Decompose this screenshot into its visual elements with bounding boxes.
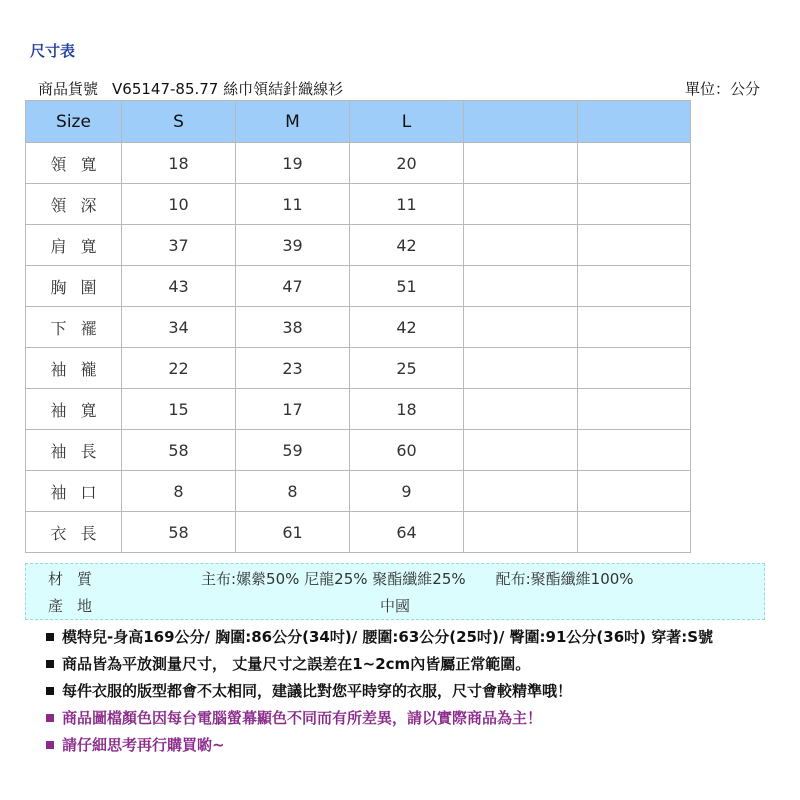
list-item [46,624,786,651]
measurement-value: 64 [350,512,464,553]
list-item [46,678,786,705]
measurement-value [464,430,578,471]
measurement-value: 22 [122,348,236,389]
origin-label: 產地 [48,597,107,615]
material-label: 材質 [48,570,107,588]
list-item [46,651,786,678]
origin-row [26,593,764,619]
note-text: 請仔細思考再行購買喲~ [62,736,225,754]
measurement-value: 39 [236,225,350,266]
measurement-value [578,430,691,471]
measurement-value: 34 [122,307,236,348]
measurement-value [578,184,691,225]
measurement-value [464,225,578,266]
size-table [25,100,691,553]
measurement-value [578,348,691,389]
measurement-value [578,471,691,512]
size-header-cell [464,101,578,143]
measurement-label: 袖襱 [26,348,122,389]
measurement-value [578,266,691,307]
measurement-value [464,471,578,512]
measurement-value: 19 [236,143,350,184]
material-row [26,566,764,592]
measurement-value [578,389,691,430]
size-header-cell: M [236,101,350,143]
measurement-label: 袖寬 [26,389,122,430]
measurement-value: 38 [236,307,350,348]
measurement-value: 25 [350,348,464,389]
measurement-value: 15 [122,389,236,430]
measurement-value: 8 [236,471,350,512]
measurement-value [464,184,578,225]
size-header-cell: S [122,101,236,143]
note-text: 商品皆為平放測量尺寸， 丈量尺寸之誤差在1~2cm內皆屬正常範圍。 [62,655,531,673]
measurement-label: 領寬 [26,143,122,184]
notes-list [46,624,786,759]
measurement-value [464,389,578,430]
measurement-value: 8 [122,471,236,512]
product-code: V65147-85.77 絲巾領結針織線衫 [112,80,344,98]
measurement-value [464,266,578,307]
measurement-value: 42 [350,225,464,266]
table-row [26,430,691,471]
measurement-value: 61 [236,512,350,553]
measurement-value [578,143,691,184]
square-bullet-icon [46,633,54,641]
origin-value: 中國 [379,597,410,615]
measurement-value [464,348,578,389]
square-bullet-icon [46,714,54,722]
table-row [26,266,691,307]
table-row [26,348,691,389]
table-row [26,512,691,553]
measurement-value [464,143,578,184]
product-code-label: 商品貨號 [38,80,99,98]
measurement-value: 23 [236,348,350,389]
measurement-value: 18 [350,389,464,430]
measurement-value: 17 [236,389,350,430]
measurement-value: 60 [350,430,464,471]
measurement-value: 37 [122,225,236,266]
measurement-label: 肩寬 [26,225,122,266]
table-row [26,307,691,348]
size-header-cell [578,101,691,143]
note-text: 商品圖檔顏色因每台電腦螢幕顯色不同而有所差異，請以實際商品為主！ [62,709,543,727]
table-row [26,225,691,266]
measurement-value: 47 [236,266,350,307]
measurement-value [578,307,691,348]
measurement-label: 下襬 [26,307,122,348]
size-header-cell: Size [26,101,122,143]
square-bullet-icon [46,660,54,668]
measurement-value [464,512,578,553]
measurement-value: 9 [350,471,464,512]
measurement-label: 袖口 [26,471,122,512]
product-info [38,78,343,99]
list-item [46,705,786,732]
size-header-row [26,101,691,143]
size-header-cell: L [350,101,464,143]
unit-label: 單位：公分 [684,80,760,98]
measurement-value: 58 [122,512,236,553]
measurement-value: 51 [350,266,464,307]
product-info-bar [38,78,760,100]
table-row [26,389,691,430]
measurement-value: 20 [350,143,464,184]
page-title: 尺寸表 [30,42,76,60]
measurement-value: 11 [350,184,464,225]
table-row [26,184,691,225]
measurement-value: 58 [122,430,236,471]
measurement-value: 42 [350,307,464,348]
measurement-label: 胸圍 [26,266,122,307]
square-bullet-icon [46,687,54,695]
measurement-label: 袖長 [26,430,122,471]
table-row [26,143,691,184]
square-bullet-icon [46,741,54,749]
measurement-value: 59 [236,430,350,471]
measurement-label: 領深 [26,184,122,225]
measurement-value: 43 [122,266,236,307]
material-value: 主布:嫘縈50% 尼龍25% 聚酯纖維25% 配布:聚酯纖維100% [201,570,634,588]
measurement-value: 18 [122,143,236,184]
material-origin-box [25,563,765,620]
note-text: 模特兒-身高169公分/ 胸圍:86公分(34吋)/ 腰圍:63公分(25吋)/ 臀圍:91公分(36吋) 穿著:S號 [62,628,714,646]
list-item [46,732,786,759]
measurement-value [578,512,691,553]
measurement-label: 衣長 [26,512,122,553]
measurement-value [464,307,578,348]
measurement-value [578,225,691,266]
note-text: 每件衣服的版型都會不太相同，建議比對您平時穿的衣服，尺寸會較精準哦！ [62,682,573,700]
measurement-value: 11 [236,184,350,225]
measurement-value: 10 [122,184,236,225]
table-row [26,471,691,512]
